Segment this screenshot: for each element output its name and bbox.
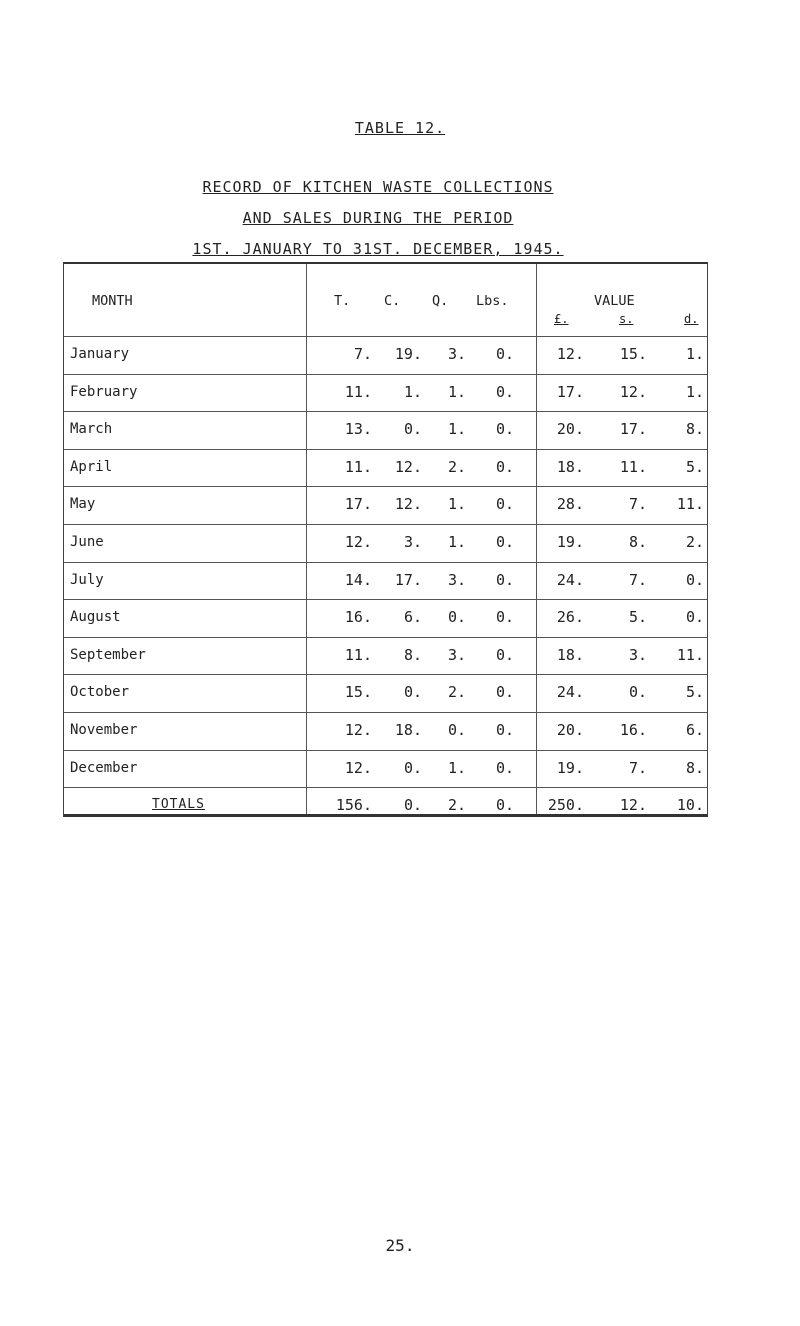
header-pence: d. (684, 312, 699, 326)
weight-cell: 0. (495, 382, 514, 401)
value-cell: 6. (685, 721, 704, 739)
row-divider (64, 524, 707, 525)
value-cell: 24. (556, 683, 584, 702)
weight-cell: 0. (495, 495, 514, 514)
weight-cell: 0. (447, 608, 466, 627)
weight-cell: 0. (495, 570, 514, 589)
weight-cell: 3. (447, 345, 466, 363)
month-cell: July (70, 571, 104, 588)
collections-table (63, 262, 708, 817)
value-cell: 11. (619, 457, 647, 476)
value-cell: 7. (628, 570, 647, 589)
row-divider (64, 599, 707, 600)
value-cell: 11. (676, 495, 704, 514)
weight-cell: 2. (447, 683, 466, 702)
month-cell: February (70, 383, 138, 400)
value-cell: 12. (556, 345, 584, 363)
weight-cell: 1. (447, 758, 466, 777)
value-cell: 2. (685, 533, 704, 551)
month-cell: January (70, 346, 130, 362)
value-cell: 1. (685, 345, 704, 363)
weight-cell: 12. (344, 721, 372, 739)
weight-cell: 19. (394, 345, 422, 363)
row-divider (64, 637, 707, 638)
weight-cell: 12. (394, 495, 422, 514)
month-cell: September (70, 646, 146, 663)
weight-cell: 12. (344, 533, 372, 551)
value-cell: 7. (628, 758, 647, 777)
weight-cell: 11. (344, 645, 372, 664)
value-cell: 20. (556, 721, 584, 739)
row-divider (64, 750, 707, 751)
weight-cell: 3. (447, 570, 466, 589)
header-value: VALUE (594, 293, 635, 309)
weight-cell: 2. (447, 796, 466, 815)
weight-cell: 2. (447, 457, 466, 476)
value-cell: 10. (676, 796, 704, 815)
row-divider (64, 712, 707, 713)
month-cell: October (70, 684, 130, 701)
weight-cell: 3. (447, 645, 466, 664)
value-cell: 28. (556, 495, 584, 514)
value-cell: 0. (685, 570, 704, 589)
header-quarters: Q. (432, 293, 449, 309)
weight-cell: 16. (344, 608, 372, 627)
weight-cell: 13. (344, 420, 372, 439)
value-cell: 26. (556, 608, 584, 627)
value-cell: 16. (619, 721, 647, 739)
table-subtitle-line-1: RECORD OF KITCHEN WASTE COLLECTIONS (202, 178, 554, 196)
value-cell: 0. (685, 608, 704, 627)
value-cell: 3. (628, 645, 647, 664)
table-subtitle-line-2: AND SALES DURING THE PERIOD (242, 209, 514, 227)
value-cell: 8. (628, 533, 647, 551)
table-subtitle-line-3: 1ST. JANUARY TO 31ST. DECEMBER, 1945. (192, 240, 564, 258)
weight-cell: 0. (447, 721, 466, 739)
value-cell: 11. (676, 645, 704, 664)
row-divider (64, 411, 707, 412)
weight-cell: 0. (495, 796, 514, 815)
row-divider (64, 486, 707, 487)
weight-cell: 0. (495, 533, 514, 551)
weight-cell: 12. (394, 457, 422, 476)
table-title: TABLE 12. (354, 119, 446, 137)
value-cell: 12. (619, 796, 647, 815)
value-cell: 17. (619, 420, 647, 439)
header-shillings: s. (619, 312, 634, 326)
month-cell: March (70, 421, 113, 438)
value-cell: 8. (685, 420, 704, 439)
header-lbs: Lbs. (476, 293, 509, 309)
weight-cell: 0. (495, 758, 514, 777)
header-month: MONTH (92, 293, 133, 309)
value-cell: 19. (556, 533, 584, 551)
weight-cell: 1. (403, 382, 422, 401)
month-cell: April (70, 458, 113, 475)
weight-cell: 156. (335, 796, 372, 815)
value-cell: 5. (685, 683, 704, 702)
header-pounds: £. (554, 312, 569, 326)
divider-month-weight (306, 264, 307, 814)
weight-cell: 1. (447, 420, 466, 439)
value-cell: 24. (556, 570, 584, 589)
header-cwt: C. (384, 293, 401, 309)
weight-cell: 8. (403, 645, 422, 664)
weight-cell: 17. (394, 570, 422, 589)
row-divider (64, 336, 707, 337)
value-cell: 19. (556, 758, 584, 777)
weight-cell: 0. (495, 645, 514, 664)
weight-cell: 3. (403, 533, 422, 551)
divider-weight-value (536, 264, 537, 814)
value-cell: 5. (628, 608, 647, 627)
value-cell: 8. (685, 758, 704, 777)
weight-cell: 0. (495, 608, 514, 627)
row-divider (64, 374, 707, 375)
value-cell: 20. (556, 420, 584, 439)
weight-cell: 0. (495, 721, 514, 739)
row-divider (64, 562, 707, 563)
weight-cell: 0. (403, 420, 422, 439)
value-cell: 18. (556, 645, 584, 664)
weight-cell: 6. (403, 608, 422, 627)
value-cell: 7. (628, 495, 647, 514)
totals-label: TOTALS (152, 797, 205, 813)
row-divider (64, 449, 707, 450)
value-cell: 250. (547, 796, 584, 815)
weight-cell: 0. (403, 796, 422, 815)
weight-cell: 18. (394, 721, 422, 739)
weight-cell: 0. (495, 683, 514, 702)
weight-cell: 7. (353, 345, 372, 363)
month-cell: August (70, 609, 121, 626)
value-cell: 1. (685, 382, 704, 401)
page-number: 25. (385, 1236, 415, 1255)
month-cell: May (70, 496, 96, 513)
weight-cell: 0. (403, 758, 422, 777)
value-cell: 15. (619, 345, 647, 363)
value-cell: 12. (619, 382, 647, 401)
month-cell: December (70, 759, 138, 776)
weight-cell: 14. (344, 570, 372, 589)
row-divider (64, 674, 707, 675)
weight-cell: 1. (447, 382, 466, 401)
header-tons: T. (334, 293, 351, 309)
weight-cell: 15. (344, 683, 372, 702)
weight-cell: 17. (344, 495, 372, 514)
month-cell: June (70, 534, 104, 550)
value-cell: 17. (556, 382, 584, 401)
value-cell: 18. (556, 457, 584, 476)
weight-cell: 0. (495, 457, 514, 476)
value-cell: 5. (685, 457, 704, 476)
weight-cell: 0. (403, 683, 422, 702)
month-cell: November (70, 722, 138, 738)
row-divider (64, 787, 707, 788)
weight-cell: 11. (344, 382, 372, 401)
weight-cell: 0. (495, 345, 514, 363)
weight-cell: 1. (447, 533, 466, 551)
weight-cell: 12. (344, 758, 372, 777)
weight-cell: 1. (447, 495, 466, 514)
weight-cell: 0. (495, 420, 514, 439)
value-cell: 0. (628, 683, 647, 702)
weight-cell: 11. (344, 457, 372, 476)
